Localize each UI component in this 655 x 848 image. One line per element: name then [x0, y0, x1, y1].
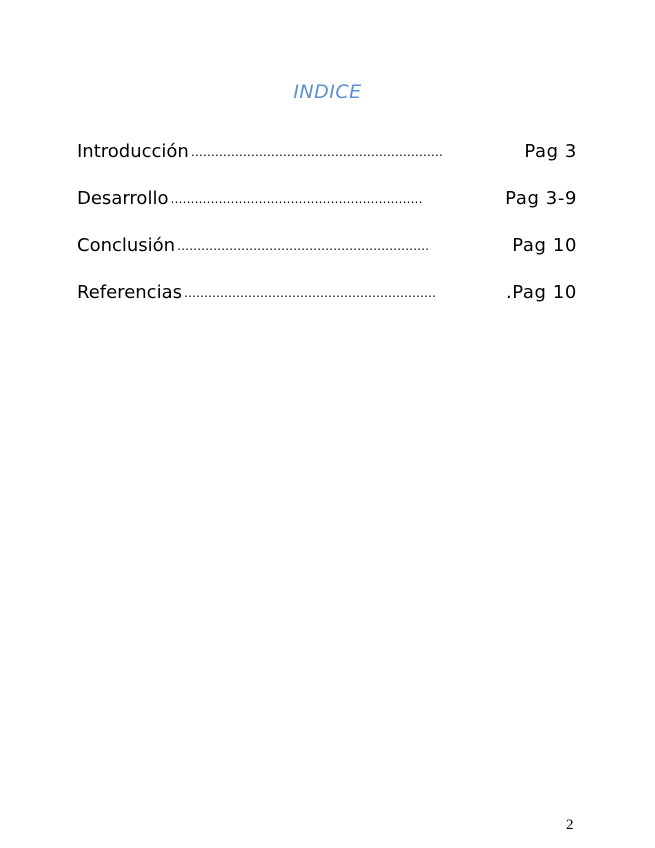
toc-entry-referencias [77, 281, 577, 305]
toc-entry-page: .Pag 10 [505, 282, 577, 303]
toc-entry-introduccion [77, 140, 577, 164]
page-number: 2 [566, 817, 574, 833]
page-title: INDICE [293, 81, 362, 103]
toc-entry-label: Desarrollo [77, 188, 169, 209]
toc-entry-desarrollo [77, 187, 577, 211]
toc-entry-label: Conclusión [77, 235, 176, 256]
toc-entry-label: Introducción [77, 141, 189, 162]
toc-entry-page: Pag 3 [524, 141, 577, 162]
toc-entry-page: Pag 10 [512, 235, 577, 256]
table-of-contents [77, 140, 577, 328]
toc-entry-label: Referencias [77, 282, 182, 303]
toc-leader-dots: ……………………………………………………… [170, 192, 423, 206]
toc-entry-page: Pag 3-9 [505, 188, 577, 209]
toc-leader-dots: ……………………………………………………… [190, 145, 443, 159]
toc-entry-conclusion [77, 234, 577, 258]
toc-leader-dots: ……………………………………………………… [183, 286, 436, 300]
toc-leader-dots: ……………………………………………………… [177, 239, 430, 253]
